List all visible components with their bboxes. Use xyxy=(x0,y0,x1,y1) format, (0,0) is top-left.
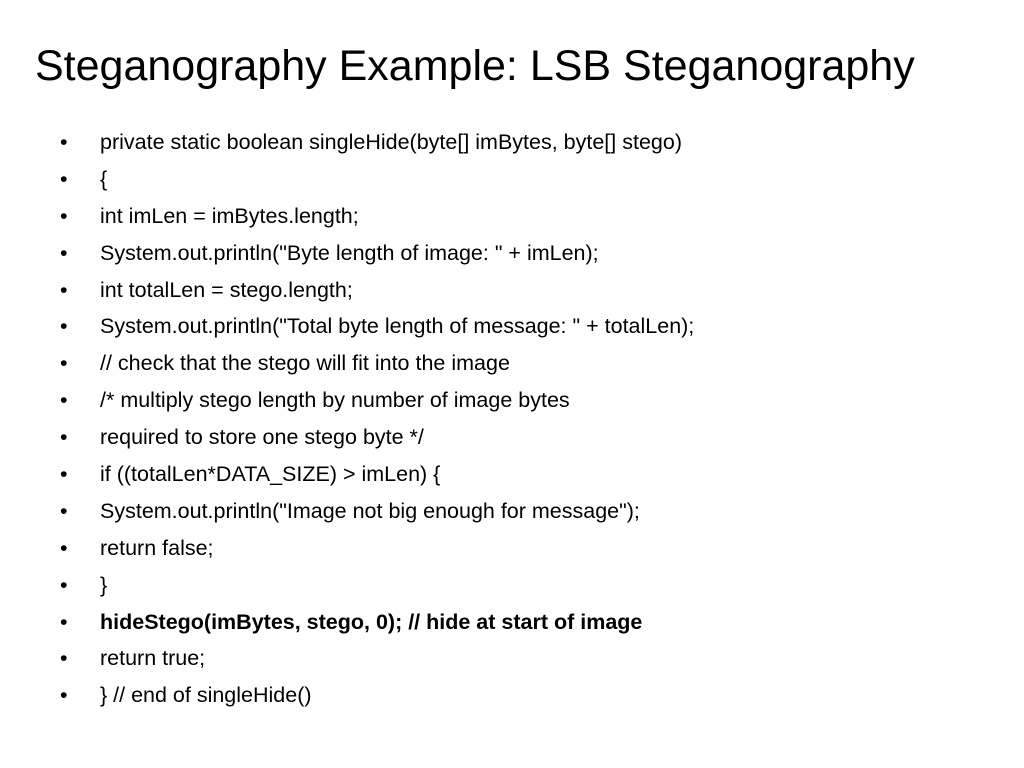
bullet-mark: • xyxy=(60,388,68,413)
bullet-mark: • xyxy=(60,498,68,523)
bullet-text: } xyxy=(100,572,108,597)
bullet-item xyxy=(0,308,1024,345)
bullet-item xyxy=(0,640,1024,677)
bullet-item xyxy=(0,161,1024,198)
bullet-mark: • xyxy=(60,535,68,560)
bullet-item xyxy=(0,272,1024,309)
bullet-text: /* multiply stego length by number of image bytes xyxy=(100,388,570,413)
bullet-text: required to store one stego byte */ xyxy=(100,425,424,450)
bullet-text: System.out.println("Byte length of image: " + imLen); xyxy=(100,240,599,265)
bullet-mark: • xyxy=(60,166,68,191)
slide-title: Steganography Example: LSB Steganography xyxy=(35,42,915,90)
bullet-mark: • xyxy=(60,646,68,671)
bullet-mark: • xyxy=(60,351,68,376)
bullet-text: return false; xyxy=(100,535,214,560)
bullet-item xyxy=(0,124,1024,161)
bullet-text-bold: hideStego(imBytes, stego, 0); // hide at start of image xyxy=(100,609,643,634)
bullet-mark: • xyxy=(60,462,68,487)
bullet-item xyxy=(0,235,1024,272)
bullet-text: // check that the stego will fit into the image xyxy=(100,351,510,376)
bullet-mark: • xyxy=(60,425,68,450)
bullet-mark: • xyxy=(60,240,68,265)
bullet-text: private static boolean singleHide(byte[] imBytes, byte[] stego) xyxy=(100,130,682,154)
bullet-item xyxy=(0,567,1024,604)
bullet-mark: • xyxy=(60,203,68,228)
bullet-text: int totalLen = stego.length; xyxy=(100,277,353,302)
bullet-text: System.out.println("Total byte length of message: " + totalLen); xyxy=(100,314,695,339)
bullet-item xyxy=(0,198,1024,235)
bullet-mark: • xyxy=(60,277,68,302)
bullet-mark: • xyxy=(60,683,68,708)
bullet-mark: • xyxy=(60,572,68,597)
bullet-item xyxy=(0,419,1024,456)
bullet-item xyxy=(0,382,1024,419)
bullet-mark: • xyxy=(60,314,68,339)
bullet-list xyxy=(0,124,1024,714)
bullet-mark: • xyxy=(60,609,68,634)
bullet-item xyxy=(0,456,1024,493)
bullet-item xyxy=(0,493,1024,530)
bullet-mark: • xyxy=(60,130,68,154)
bullet-text: { xyxy=(100,166,108,191)
bullet-text: return true; xyxy=(100,646,206,671)
bullet-item xyxy=(0,677,1024,714)
bullet-text: if ((totalLen*DATA_SIZE) > imLen) { xyxy=(100,462,441,487)
bullet-item xyxy=(0,604,1024,641)
bullet-text: System.out.println("Image not big enough for message"); xyxy=(100,498,640,523)
bullet-text: int imLen = imBytes.length; xyxy=(100,203,359,228)
bullet-item xyxy=(0,530,1024,567)
bullet-item xyxy=(0,345,1024,382)
bullet-text: } // end of singleHide() xyxy=(100,683,312,708)
